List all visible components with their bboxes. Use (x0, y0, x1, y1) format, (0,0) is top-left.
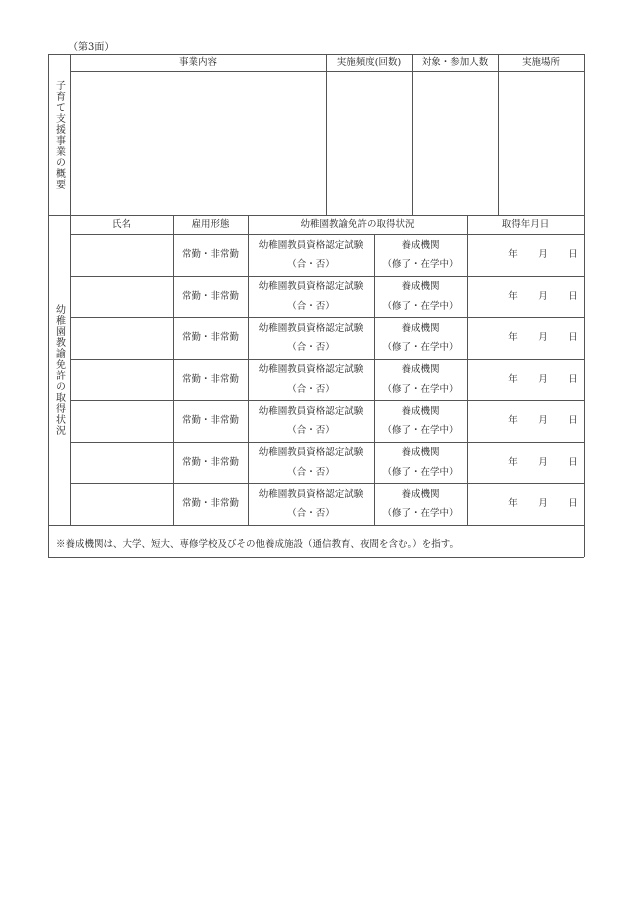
employment-type[interactable]: 常勤・非常勤 (181, 415, 239, 427)
exam-label: 幼稚園教員資格認定試験 (258, 322, 364, 334)
date-day: 日 (568, 249, 578, 261)
exam-result[interactable]: （合・否） (287, 425, 335, 437)
header-name: 氏名 (111, 218, 131, 230)
header-frequency: 実施頻度(回数) (336, 56, 402, 68)
employment-type[interactable]: 常勤・非常勤 (181, 456, 239, 468)
exam-label: 幼稚園教員資格認定試験 (258, 364, 364, 376)
date-month: 月 (538, 290, 548, 302)
school-label: 養成機関 (401, 488, 440, 500)
field-location[interactable] (499, 72, 583, 214)
header-acquired-date: 取得年月日 (501, 218, 550, 230)
exam-result[interactable]: （合・否） (287, 466, 335, 478)
exam-result[interactable]: （合・否） (287, 300, 335, 312)
header-participants: 対象・参加人数 (421, 56, 489, 68)
school-status[interactable]: （修了・在学中） (382, 259, 459, 271)
date-year: 年 (508, 456, 518, 468)
header-location: 実施場所 (521, 56, 560, 68)
school-status[interactable]: （修了・在学中） (382, 300, 459, 312)
school-status[interactable]: （修了・在学中） (382, 508, 459, 520)
page-label: （第3面） (68, 42, 115, 53)
exam-label: 幼稚園教員資格認定試験 (258, 488, 364, 500)
date-day: 日 (568, 415, 578, 427)
date-year: 年 (508, 332, 518, 344)
date-year: 年 (508, 373, 518, 385)
school-status[interactable]: （修了・在学中） (382, 383, 459, 395)
employment-type[interactable]: 常勤・非常勤 (181, 498, 239, 510)
header-license-status: 幼稚園教諭免許の取得状況 (300, 218, 415, 230)
employment-type[interactable]: 常勤・非常勤 (181, 290, 239, 302)
footnote: ※養成機関は、大学、短大、専修学校及びその他養成施設（通信教育、夜間を含む。）を指す。 (56, 539, 459, 550)
school-label: 養成機関 (401, 281, 440, 293)
exam-result[interactable]: （合・否） (287, 259, 335, 271)
name-field[interactable] (71, 401, 172, 441)
name-field[interactable] (71, 484, 172, 524)
rule-line (48, 557, 584, 558)
date-year: 年 (508, 415, 518, 427)
rule-line (48, 525, 584, 526)
school-label: 養成機関 (401, 239, 440, 251)
field-frequency[interactable] (327, 72, 411, 214)
name-field[interactable] (71, 318, 172, 358)
employment-type[interactable]: 常勤・非常勤 (181, 332, 239, 344)
school-status[interactable]: （修了・在学中） (382, 342, 459, 354)
date-day: 日 (568, 332, 578, 344)
exam-label: 幼稚園教員資格認定試験 (258, 239, 364, 251)
section-label-childcare-support: 子育て支援事業の概要 (53, 79, 65, 190)
exam-label: 幼稚園教員資格認定試験 (258, 447, 364, 459)
school-status[interactable]: （修了・在学中） (382, 425, 459, 437)
name-field[interactable] (71, 443, 172, 483)
date-month: 月 (538, 498, 548, 510)
exam-result[interactable]: （合・否） (287, 383, 335, 395)
school-label: 養成機関 (401, 447, 440, 459)
date-day: 日 (568, 498, 578, 510)
school-label: 養成機関 (401, 322, 440, 334)
section-label-license-status: 幼稚園教諭免許の取得状況 (53, 303, 65, 436)
date-month: 月 (538, 249, 548, 261)
date-day: 日 (568, 290, 578, 302)
date-day: 日 (568, 456, 578, 468)
date-month: 月 (538, 456, 548, 468)
employment-type[interactable]: 常勤・非常勤 (181, 249, 239, 261)
rule-line (467, 215, 468, 525)
school-label: 養成機関 (401, 364, 440, 376)
exam-result[interactable]: （合・否） (287, 508, 335, 520)
date-year: 年 (508, 290, 518, 302)
date-year: 年 (508, 498, 518, 510)
school-label: 養成機関 (401, 405, 440, 417)
date-year: 年 (508, 249, 518, 261)
exam-result[interactable]: （合・否） (287, 342, 335, 354)
header-employment: 雇用形態 (191, 218, 230, 230)
name-field[interactable] (71, 235, 172, 275)
date-month: 月 (538, 415, 548, 427)
school-status[interactable]: （修了・在学中） (382, 466, 459, 478)
date-day: 日 (568, 373, 578, 385)
field-content[interactable] (71, 72, 325, 214)
header-content: 事業内容 (178, 56, 217, 68)
exam-label: 幼稚園教員資格認定試験 (258, 405, 364, 417)
name-field[interactable] (71, 360, 172, 400)
date-month: 月 (538, 332, 548, 344)
exam-label: 幼稚園教員資格認定試験 (258, 281, 364, 293)
employment-type[interactable]: 常勤・非常勤 (181, 373, 239, 385)
name-field[interactable] (71, 277, 172, 317)
rule-line (584, 54, 585, 557)
field-participants[interactable] (413, 72, 497, 214)
date-month: 月 (538, 373, 548, 385)
